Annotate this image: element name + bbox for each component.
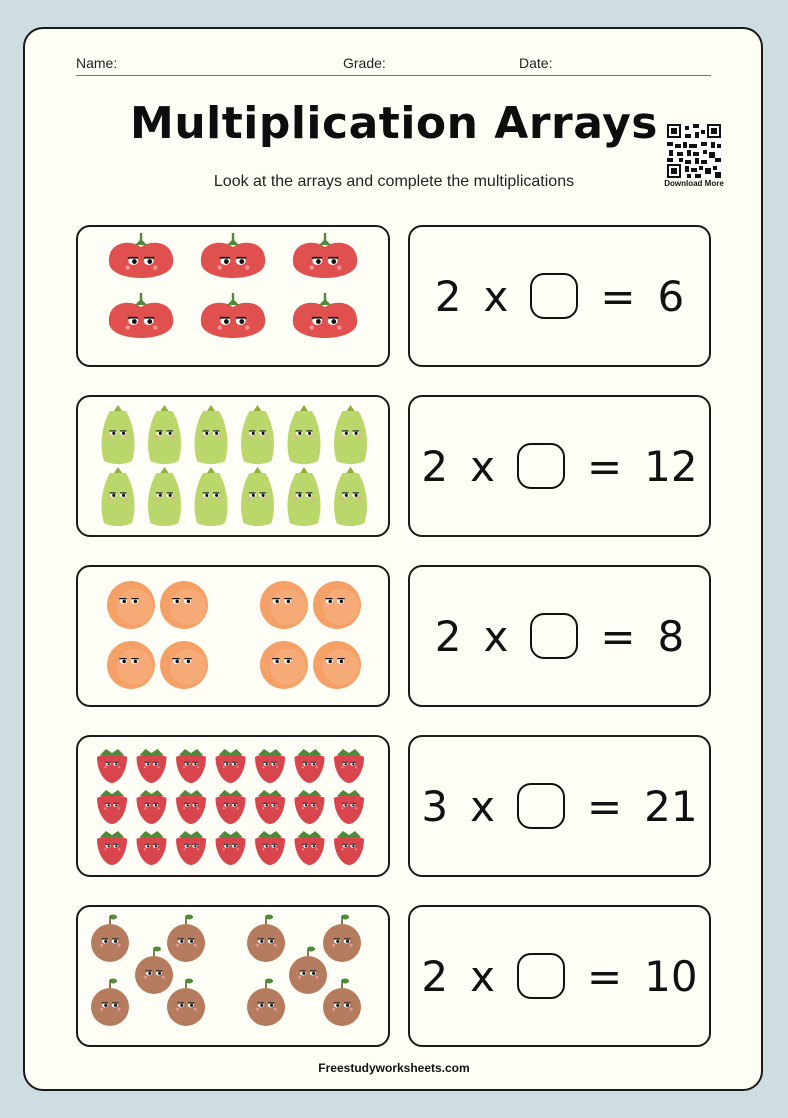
times-sign: x — [470, 781, 495, 831]
page-subtitle: Look at the arrays and complete the multiplications — [213, 173, 575, 190]
product: 21 — [644, 781, 698, 831]
equation-1 — [410, 227, 709, 365]
equation-5 — [410, 907, 709, 1045]
orange-icon — [107, 581, 155, 629]
strawberry-icon — [255, 831, 285, 865]
strawberry-icon — [334, 749, 364, 783]
factor-left: 2 — [421, 441, 449, 491]
orange-icon — [313, 641, 361, 689]
equals-sign: = — [586, 441, 623, 491]
array-box-3 — [76, 565, 390, 707]
pear-icon — [195, 405, 228, 464]
equation-box-3 — [408, 565, 711, 707]
strawberry-icon — [295, 749, 325, 783]
orange-icon — [260, 641, 308, 689]
strawberry-icon — [176, 831, 206, 865]
factor-left: 2 — [421, 951, 449, 1001]
strawberry-icon — [137, 831, 167, 865]
times-sign: x — [483, 611, 509, 661]
equation-2 — [410, 397, 709, 535]
kiwi-icon — [289, 947, 327, 995]
kiwi-icon — [91, 979, 129, 1027]
tomato-icon — [109, 233, 173, 278]
strawberry-icon — [255, 749, 285, 783]
grade-label: Grade: — [343, 55, 386, 71]
answer-box[interactable] — [517, 443, 565, 489]
strawberry-icon — [216, 831, 246, 865]
strawberry-icon — [216, 749, 246, 783]
strawberry-icon — [97, 749, 127, 783]
kiwi-icon — [91, 915, 129, 963]
fruit-array-2 — [78, 397, 388, 535]
kiwi-icon — [167, 979, 205, 1027]
kiwi-icon — [167, 915, 205, 963]
header-write-line[interactable] — [76, 75, 711, 76]
kiwi-icon — [247, 979, 285, 1027]
array-box-2 — [76, 395, 390, 537]
product: 8 — [657, 611, 685, 661]
tomato-icon — [293, 293, 357, 338]
fruit-array-4 — [78, 737, 388, 875]
times-sign: x — [470, 951, 495, 1001]
factor-left: 2 — [434, 611, 462, 661]
kiwi-icon — [135, 947, 173, 995]
pear-icon — [102, 467, 135, 526]
pear-icon — [241, 467, 274, 526]
answer-box[interactable] — [530, 273, 578, 319]
pear-icon — [288, 405, 321, 464]
strawberry-icon — [255, 790, 285, 824]
pear-icon — [102, 405, 135, 464]
orange-icon — [260, 581, 308, 629]
strawberry-icon — [97, 831, 127, 865]
strawberry-icon — [334, 831, 364, 865]
equals-sign: = — [586, 951, 623, 1001]
strawberry-icon — [137, 790, 167, 824]
equation-box-2 — [408, 395, 711, 537]
strawberry-icon — [216, 790, 246, 824]
pear-icon — [148, 467, 181, 526]
pear-icon — [288, 467, 321, 526]
strawberry-icon — [97, 790, 127, 824]
pear-icon — [148, 405, 181, 464]
answer-box[interactable] — [517, 783, 565, 829]
orange-icon — [313, 581, 361, 629]
orange-icon — [160, 641, 208, 689]
pear-icon — [241, 405, 274, 464]
tomato-icon — [201, 233, 265, 278]
fruit-array-3 — [78, 567, 388, 705]
product: 10 — [644, 951, 698, 1001]
array-box-1 — [76, 225, 390, 367]
pear-icon — [195, 467, 228, 526]
equals-sign: = — [600, 611, 636, 661]
equation-3 — [410, 567, 709, 705]
pear-icon — [334, 467, 367, 526]
strawberry-icon — [176, 749, 206, 783]
product: 6 — [657, 271, 685, 321]
qr-download-label: Download More — [664, 179, 724, 188]
strawberry-icon — [334, 790, 364, 824]
date-label: Date: — [519, 55, 553, 71]
fruit-array-5 — [78, 907, 388, 1045]
product: 12 — [644, 441, 698, 491]
strawberry-icon — [176, 790, 206, 824]
equation-4 — [410, 737, 709, 875]
array-box-5 — [76, 905, 390, 1047]
equals-sign: = — [600, 271, 636, 321]
strawberry-icon — [295, 790, 325, 824]
answer-box[interactable] — [517, 953, 565, 999]
strawberry-icon — [295, 831, 325, 865]
pear-icon — [334, 405, 367, 464]
footer-site-label: Freestudyworksheets.com — [318, 1061, 470, 1075]
kiwi-icon — [247, 915, 285, 963]
qr-code-icon — [667, 124, 721, 178]
times-sign: x — [470, 441, 495, 491]
equation-box-5 — [408, 905, 711, 1047]
tomato-icon — [201, 293, 265, 338]
equation-box-1 — [408, 225, 711, 367]
orange-icon — [107, 641, 155, 689]
orange-icon — [160, 581, 208, 629]
factor-left: 2 — [434, 271, 462, 321]
answer-box[interactable] — [530, 613, 578, 659]
factor-left: 3 — [421, 781, 449, 831]
equals-sign: = — [586, 781, 623, 831]
kiwi-icon — [323, 979, 361, 1027]
tomato-icon — [109, 293, 173, 338]
tomato-icon — [293, 233, 357, 278]
strawberry-icon — [137, 749, 167, 783]
fruit-array-1 — [78, 227, 388, 365]
array-box-4 — [76, 735, 390, 877]
name-label: Name: — [76, 55, 118, 71]
times-sign: x — [483, 271, 509, 321]
equation-box-4 — [408, 735, 711, 877]
page-title: Multiplication Arrays — [130, 98, 658, 149]
kiwi-icon — [323, 915, 361, 963]
